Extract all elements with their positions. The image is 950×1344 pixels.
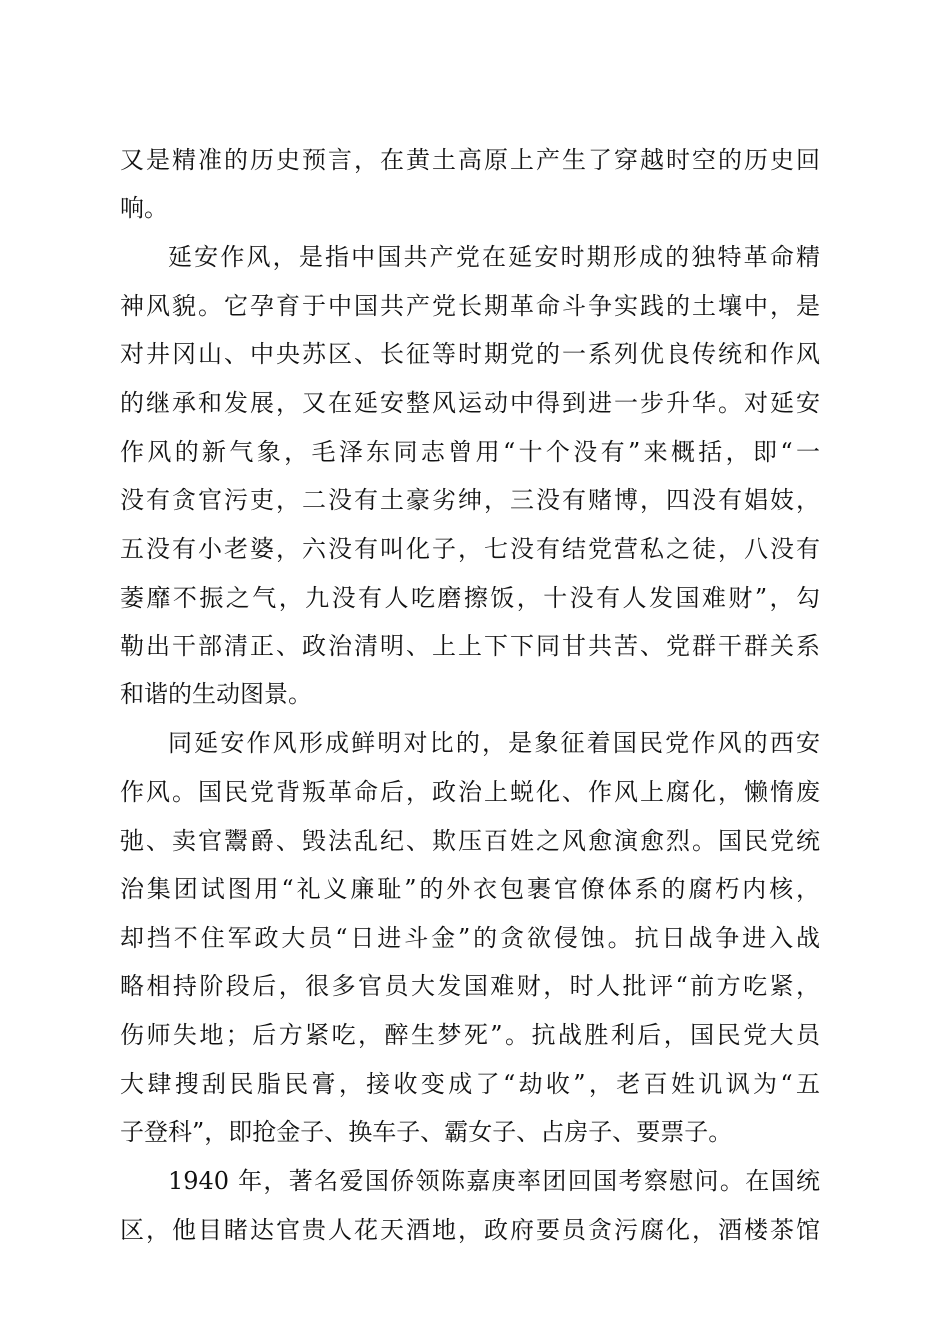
text-line: 没有贪官污吏，二没有土豪劣绅，三没有赌博，四没有娼妓， <box>120 486 820 514</box>
text-line: 和谐的生动图景。 <box>120 680 312 708</box>
text-line: 作风的新气象，毛泽东同志曾用“十个没有”来概括，即“一 <box>120 438 820 466</box>
paragraph-first-line: 1940 年，著名爱国侨领陈嘉庚率团回国考察慰问。在国统 <box>168 1167 820 1195</box>
paragraph-first-line: 延安作风，是指中国共产党在延安时期形成的独特革命精 <box>168 243 820 271</box>
text-line: 子登科”，即抢金子、换车子、霸女子、占房子、要票子。 <box>120 1118 733 1146</box>
text-line: 又是精准的历史预言，在黄土高原上产生了穿越时空的历史回 <box>120 146 820 174</box>
text-line: 弛、卖官鬻爵、毁法乱纪、欺压百姓之风愈演愈烈。国民党统 <box>120 827 820 855</box>
text-line: 治集团试图用“礼义廉耻”的外衣包裹官僚体系的腐朽内核， <box>120 875 820 903</box>
text-line: 五没有小老婆，六没有叫化子，七没有结党营私之徒，八没有 <box>120 535 820 563</box>
text-line: 萎靡不振之气，九没有人吃磨擦饭，十没有人发国难财”，勾 <box>120 584 820 612</box>
text-line: 的继承和发展，又在延安整风运动中得到进一步升华。对延安 <box>120 389 820 417</box>
text-line: 伤师失地；后方紧吃，醉生梦死”。抗战胜利后，国民党大员 <box>120 1021 820 1049</box>
text-line: 略相持阶段后，很多官员大发国难财，时人批评“前方吃紧， <box>120 972 820 1000</box>
text-line: 大肆搜刮民脂民膏，接收变成了“劫收”，老百姓讥讽为“五 <box>120 1070 820 1098</box>
text-line: 作风。国民党背叛革命后，政治上蜕化、作风上腐化，懒惰废 <box>120 778 820 806</box>
text-line: 响。 <box>120 194 168 222</box>
text-line: 勒出干部清正、政治清明、上上下下同甘共苦、党群干群关系 <box>120 632 820 660</box>
paragraph-first-line: 同延安作风形成鲜明对比的，是象征着国民党作风的西安 <box>168 729 820 757</box>
text-line: 神风貌。它孕育于中国共产党长期革命斗争实践的土壤中，是 <box>120 292 820 320</box>
text-line: 区，他目睹达官贵人花天酒地，政府要员贪污腐化，酒楼茶馆 <box>120 1216 820 1244</box>
text-line: 对井冈山、中央苏区、长征等时期党的一系列优良传统和作风 <box>120 340 820 368</box>
text-line: 却挡不住军政大员“日进斗金”的贪欲侵蚀。抗日战争进入战 <box>120 924 820 952</box>
